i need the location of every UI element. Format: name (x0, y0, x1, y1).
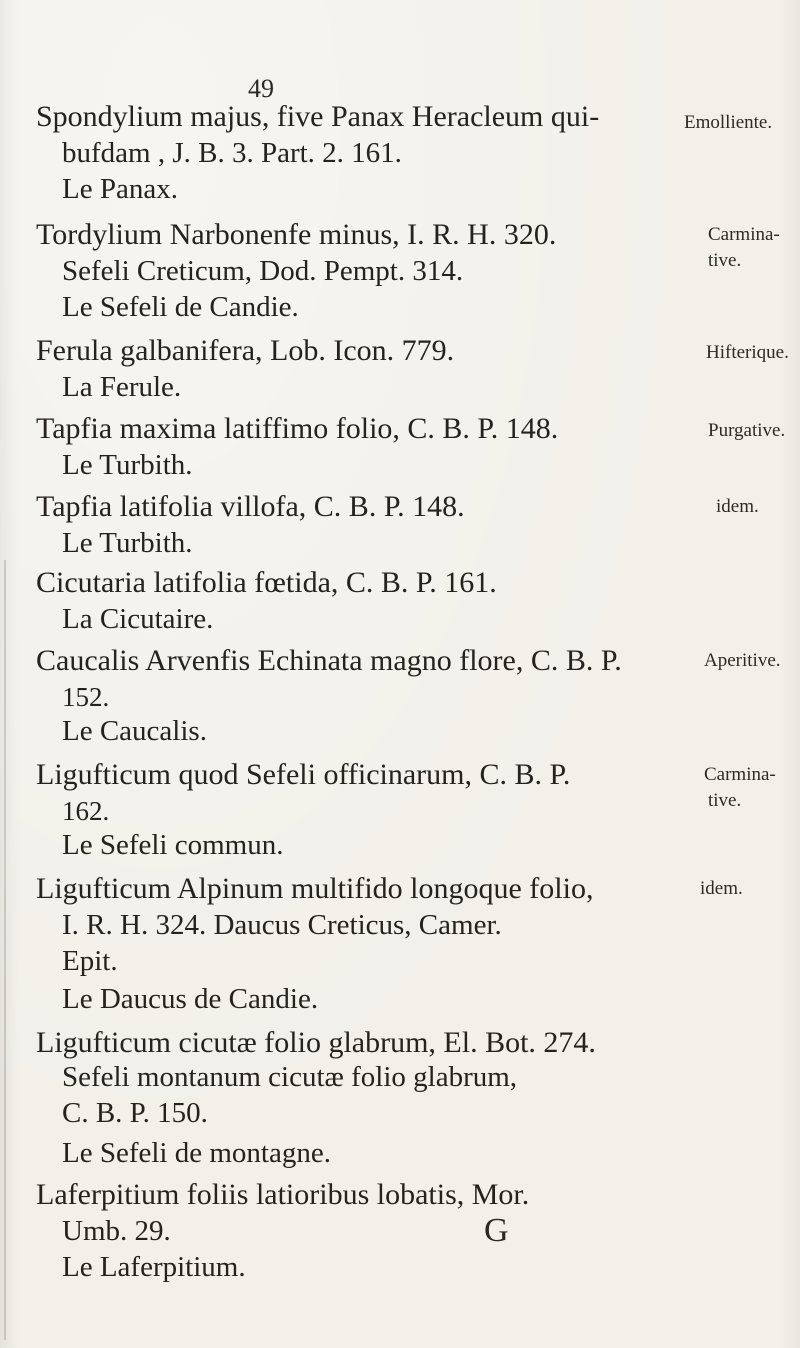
text-line: La Cicutaire. (62, 603, 214, 635)
page-gutter-shadow (4, 560, 6, 1340)
text-line: Le Turbith. (62, 527, 193, 559)
margin-note: Hifterique. (706, 342, 789, 363)
text-line: La Ferule. (62, 371, 182, 403)
text-line: Tapfia maxima latiffimo folio, C. B. P. 148. (36, 412, 559, 445)
margin-note: idem. (716, 496, 759, 517)
text-line: Sefeli montanum cicutæ folio glabrum, (62, 1061, 518, 1093)
text-line: bufdam , J. B. 3. Part. 2. 161. (62, 137, 402, 169)
text-line: Le Panax. (62, 173, 178, 205)
text-line: Tapfia latifolia villofa, C. B. P. 148. (36, 490, 465, 523)
text-line: 162. (62, 796, 110, 826)
margin-note: Carmina- (704, 764, 776, 785)
text-line: Le Daucus de Candie. (62, 983, 319, 1015)
text-line: Laferpitium foliis latioribus lobatis, Mor. (36, 1178, 530, 1211)
text-line: Le Laferpitium. (62, 1251, 246, 1283)
margin-note: Carmina- (708, 224, 780, 245)
page-number: 49 (248, 74, 274, 103)
text-line: Spondylium majus, five Panax Heracleum qui- (36, 100, 600, 133)
text-line: Sefeli Creticum, Dod. Pempt. 314. (62, 255, 464, 287)
text-line: Le Sefeli de montagne. (62, 1137, 331, 1169)
text-line: Ferula galbanifera, Lob. Icon. 779. (36, 334, 455, 367)
text-line: Tordylium Narbonenfe minus, I. R. H. 320. (36, 218, 557, 251)
text-line: C. B. P. 150. (62, 1097, 208, 1129)
text-line: 152. (62, 682, 110, 712)
text-line: Le Caucalis. (62, 715, 207, 747)
margin-note: idem. (700, 878, 743, 899)
text-line: Ligufticum Alpinum multifido longoque folio, (36, 872, 594, 905)
margin-note: Aperitive. (704, 650, 781, 671)
text-line: Cicutaria latifolia fœtida, C. B. P. 161. (36, 566, 497, 599)
text-line: I. R. H. 324. Daucus Creticus, Camer. (62, 909, 502, 941)
text-line: Ligufticum quod Sefeli officinarum, C. B. P. (36, 758, 571, 791)
text-line: Umb. 29. (62, 1215, 171, 1247)
margin-note: tive. (708, 250, 742, 271)
text-line: Caucalis Arvenfis Echinata magno flore, C. B. P. (36, 644, 622, 677)
catchword: G (484, 1212, 509, 1249)
margin-note: Purgative. (708, 420, 786, 441)
text-line: Le Sefeli de Candie. (62, 291, 299, 323)
text-line: Ligufticum cicutæ folio glabrum, El. Bot. 274. (36, 1026, 596, 1059)
text-line: Le Sefeli commun. (62, 829, 284, 861)
text-line: Epit. (62, 945, 118, 977)
margin-note: tive. (708, 790, 742, 811)
margin-note: Emolliente. (684, 112, 773, 133)
text-line: Le Turbith. (62, 449, 193, 481)
